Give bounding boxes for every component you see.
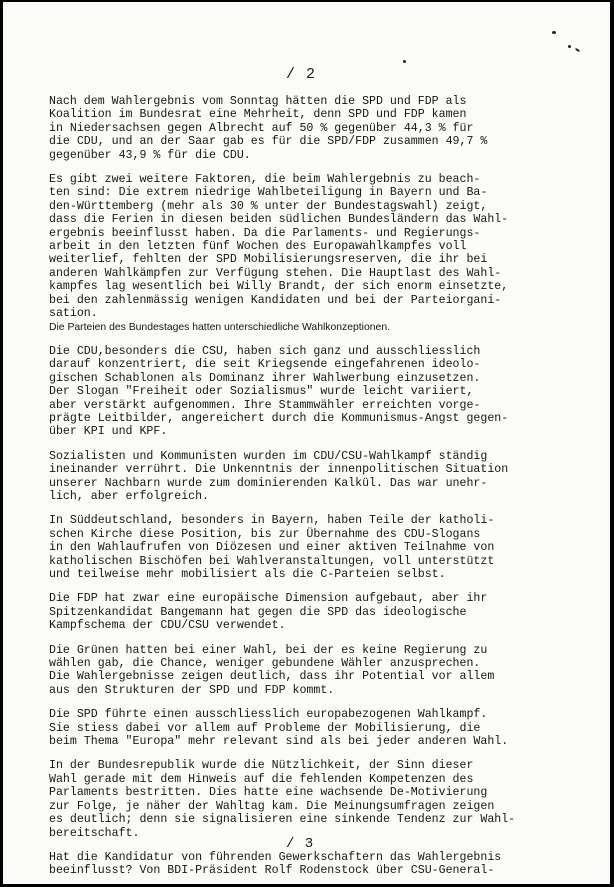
text-line: schen Kirche diese Position, bis zur Übernahme des CDU-Slogans — [49, 527, 481, 541]
paragraph — [49, 95, 569, 162]
paragraph — [49, 173, 569, 334]
text-line: über KPI und KPF. — [49, 425, 168, 439]
scan-speck — [552, 31, 556, 34]
text-line: ineinander verrührt. Die Unkenntnis der innenpolitischen Situation — [49, 463, 509, 477]
paragraph — [49, 514, 569, 581]
text-line: ergebnis beeinflusst haben. Da die Parlaments- und Regierungs- — [49, 226, 481, 240]
text-line: dass die Ferien in diesen beiden südlichen Bundesländern das Wahl- — [49, 213, 509, 227]
text-line: in Niedersachsen gegen Albrecht auf 50 % gegenüber 44,3 % für — [49, 121, 474, 135]
text-line: Spitzenkandidat Bangemann hat gegen die SPD das ideologische — [49, 605, 467, 619]
text-line: den-Württemberg (mehr als 30 % unter der Bundestagswahl) zeigt, — [49, 199, 488, 213]
scan-speck — [568, 45, 571, 48]
text-line: zur Folge, je näher der Wahltag kam. Die Meinungsumfragen zeigen — [49, 799, 495, 813]
text-line: Kampfschema der CDU/CSU verwendet. — [49, 619, 286, 633]
text-line: Die CDU,besonders die CSU, haben sich ganz und ausschliesslich — [49, 344, 481, 358]
scan-speck — [403, 60, 406, 63]
text-line: darauf konzentriert, die seit Kriegsende eingefahrenen ideolo- — [49, 358, 481, 372]
text-line: aber verstärkt aufgenommen. Ihre Stammwähler erreichten vorge- — [49, 398, 481, 412]
text-line: Die Parteien des Bundestages hatten unterschiedliche Wahlkonzeptionen. — [49, 321, 390, 333]
text-line: aus den Strukturen der SPD und FDP kommt. — [49, 683, 335, 697]
text-line: Sozialisten und Kommunisten wurden im CDU/CSU-Wahlkampf ständig — [49, 449, 488, 463]
text-line: Die FDP hat zwar eine europäische Dimension aufgebaut, aber ihr — [49, 592, 488, 606]
text-line: ten sind: Die extrem niedrige Wahlbeteiligung in Bayern und Ba- — [49, 186, 488, 200]
paragraph — [49, 345, 569, 439]
text-line: sation. — [49, 307, 98, 321]
paragraph — [49, 708, 569, 748]
text-line: anderen Wahlkämpfen zur Verfügung stehen. Die Hauptlast des Wahl- — [49, 266, 502, 280]
page-number-header: / 2 — [286, 66, 317, 83]
scan-speck — [575, 48, 580, 53]
text-line: unserer Nachbarn wurde zum dominierenden Kalkül. Das war unehr- — [49, 476, 488, 490]
body-text — [49, 95, 569, 884]
paragraph — [49, 450, 569, 504]
text-line: in den Wahlaufrufen von Diözesen und einer aktiven Teilnahme von — [49, 541, 495, 555]
text-line: bereitschaft. — [49, 826, 140, 840]
page-number-footer: / 3 — [286, 836, 315, 852]
text-line: Koalition im Bundesrat eine Mehrheit, denn SPD und FDP kamen — [49, 108, 467, 122]
text-line: arbeit in den letzten fünf Wochen des Europawahlkampfes voll — [49, 240, 467, 254]
text-line: Der Slogan "Freiheit oder Sozialismus" wurde leicht variiert, — [49, 385, 474, 399]
text-line: Die Grünen hatten bei einer Wahl, bei der es keine Regierung zu — [49, 643, 488, 657]
text-line: beeinflusst? Von BDI-Präsident Rolf Rodenstock über CSU-General- — [49, 864, 495, 878]
text-line: Wahl gerade mit dem Hinweis auf die fehlenden Kompetenzen des — [49, 772, 474, 786]
document-page — [3, 2, 610, 884]
text-line: In der Bundesrepublik wurde die Nützlichkeit, der Sinn dieser — [49, 759, 474, 773]
text-line: beim Thema "Europa" mehr relevant sind als bei jeder anderen Wahl. — [49, 735, 509, 749]
text-line: katholischen Bischöfen bei Wahlveranstaltungen, voll unterstützt — [49, 554, 495, 568]
text-line: gegenüber 43,9 % für die CDU. — [49, 148, 251, 162]
text-line: Es gibt zwei weitere Faktoren, die beim Wahlergebnis zu beach- — [49, 173, 481, 187]
text-line: wählen gab, die Chance, weniger gebundene Wähler anzusprechen. — [49, 657, 481, 671]
text-line: weiterlief, fehlten der SPD Mobilisierungsreserven, die ihr bei — [49, 253, 488, 267]
paragraph — [49, 592, 569, 632]
text-line: bei den zahlenmässig wenigen Kandidaten und bei der Parteiorgani- — [49, 293, 502, 307]
text-line: Hat die Kandidatur von führenden Gewerkschaftern das Wahlergebnis — [49, 850, 502, 864]
text-line: gischen Schablonen als Dominanz ihrer Wahlwerbung einzusetzen. — [49, 371, 481, 385]
paragraph — [49, 644, 569, 698]
paragraph — [49, 851, 569, 878]
text-line: Sie stiess dabei vor allem auf Probleme der Mobilisierung, die — [49, 721, 481, 735]
text-line: Die Wahlergebnisse zeigen deutlich, dass ihr Potential vor allem — [49, 670, 495, 684]
text-line: Parlaments bestritten. Dies hatte eine wachsende De-Motivierung — [49, 786, 488, 800]
text-line: lich, aber erfolgreich. — [49, 489, 210, 503]
text-line: prägte Leitbilder, angereichert durch die Kommunismus-Angst gegen- — [49, 411, 509, 425]
text-line: In Süddeutschland, besonders in Bayern, haben Teile der katholi- — [49, 514, 495, 528]
text-line: die CDU, und an der Saar gab es für die SPD/FDP zusammen 49,7 % — [49, 135, 488, 149]
text-line: es deutlich; denn sie signalisieren eine sinkende Tendenz zur Wahl- — [49, 813, 516, 827]
text-line: und teilweise mehr mobilisiert als die C-Parteien selbst. — [49, 568, 446, 581]
text-line: Nach dem Wahlergebnis vom Sonntag hätten die SPD und FDP als — [49, 95, 467, 108]
text-line: Die SPD führte einen ausschliesslich europabezogenen Wahlkampf. — [49, 708, 488, 722]
paragraph — [49, 759, 569, 839]
text-line: kampfes lag wesentlich bei Willy Brandt, der sich enorm einsetzte, — [49, 280, 509, 294]
